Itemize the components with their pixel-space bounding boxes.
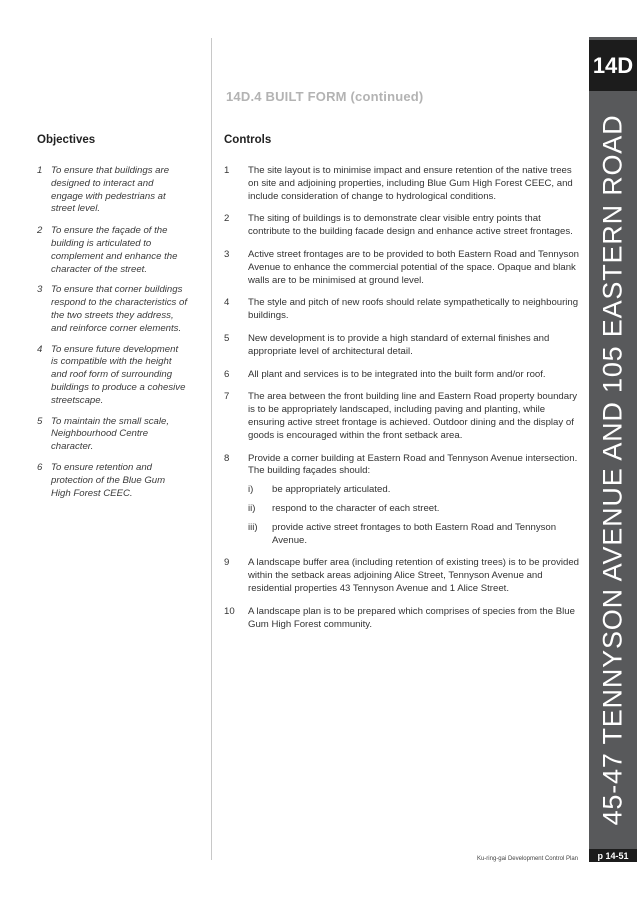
objective-number: 3 <box>37 284 43 296</box>
control-text: A landscape buffer area (including retention of existing trees) is to be provided within the setback areas adjoining Alice Street, Tennyson Avenue and residential properties 43 Tennyson Avenue and 1 Alice Street. <box>248 557 580 594</box>
control-text: A landscape plan is to be prepared which comprises of species from the Blue Gum High Forest community. <box>248 605 575 630</box>
control-item <box>224 333 580 359</box>
objective-item <box>37 284 187 335</box>
control-item <box>224 165 580 203</box>
column-divider <box>211 38 212 860</box>
control-number: 2 <box>224 213 230 225</box>
objective-item <box>37 344 187 408</box>
objective-number: 6 <box>37 461 43 473</box>
control-sub-number: iii) <box>248 521 258 533</box>
section-tag: 14D <box>589 40 637 91</box>
control-item <box>224 249 580 287</box>
objective-text: To ensure that buildings are designed to interact and engage with pedestrians at street level. <box>51 165 170 215</box>
control-item <box>224 606 580 632</box>
objective-text: To ensure future development is compatible with the height and roof form of surrounding buildings to produce a cohesive streetscape. <box>51 343 186 406</box>
objective-item <box>37 416 187 454</box>
control-sub-item <box>248 522 580 548</box>
control-number: 9 <box>224 557 230 569</box>
control-sub-number: i) <box>248 484 254 496</box>
control-number: 1 <box>224 165 230 176</box>
objective-number: 5 <box>37 415 43 427</box>
objective-text: To ensure the façade of the building is articulated to complement and enhance the character of the street. <box>51 225 178 275</box>
objective-number: 4 <box>37 343 43 355</box>
control-number: 6 <box>224 368 230 380</box>
control-number: 5 <box>224 332 230 344</box>
objective-number: 1 <box>37 165 43 176</box>
objective-item <box>37 165 187 216</box>
control-text: The area between the front building line and Eastern Road property boundary is to be appropriately landscaped, including paving and planting, while ensuring active street frontage is achieved. Outdoor dining and the display of goods is encouraged within the front setback area. <box>248 391 578 441</box>
control-sub-item <box>248 503 580 516</box>
control-item <box>224 557 580 595</box>
control-sub-text: provide active street frontages to both Eastern Road and Tennyson Avenue. <box>272 521 557 546</box>
control-number: 4 <box>224 297 230 309</box>
objectives-heading: Objectives <box>37 134 96 146</box>
control-text: The site layout is to minimise impact and ensure retention of the native trees on site and adjoining properties, including Blue Gum High Forest CEEC, and include consideration of change to hydrological conditions. <box>248 165 573 202</box>
control-sub-number: ii) <box>248 502 256 514</box>
control-item <box>224 453 580 548</box>
control-item <box>224 369 580 382</box>
objective-item <box>37 462 187 500</box>
control-number: 8 <box>224 452 230 464</box>
control-item <box>224 391 580 442</box>
section-title: 14D.4 BUILT FORM (continued) <box>226 89 424 104</box>
control-number: 10 <box>224 605 235 617</box>
sidebar-title: 45-47 TENNYSON AVENUE AND 105 EASTERN ROAD <box>597 114 628 826</box>
objectives-list <box>37 165 187 500</box>
objective-text: To ensure that corner buildings respond to the characteristics of the two streets they address, and reinforce corner elements. <box>51 284 187 334</box>
control-sub-text: respond to the character of each street. <box>272 502 440 514</box>
page-number: p 14-51 <box>589 849 637 862</box>
objective-text: To maintain the small scale, Neighbourhood Centre character. <box>51 415 170 453</box>
control-text: The siting of buildings is to demonstrate clear visible entry points that contribute to the building facade design and enhance active street frontages. <box>248 213 573 238</box>
controls-list <box>224 165 580 631</box>
control-text: All plant and services is to be integrated into the built form and/or roof. <box>248 368 546 380</box>
objective-item <box>37 225 187 276</box>
control-item <box>224 213 580 239</box>
controls-heading: Controls <box>224 134 272 146</box>
objective-text: To ensure retention and protection of the Blue Gum High Forest CEEC. <box>51 461 166 499</box>
control-sub-text: be appropriately articulated. <box>272 484 391 496</box>
control-number: 7 <box>224 391 230 403</box>
control-sub-item <box>248 484 580 497</box>
control-number: 3 <box>224 248 230 260</box>
control-text: Active street frontages are to be provided to both Eastern Road and Tennyson Avenue to enhance the commercial potential of the space. Opaque and blank walls are to be minimised at ground level. <box>248 248 580 286</box>
objective-number: 2 <box>37 225 43 237</box>
control-item <box>224 297 580 323</box>
control-text: New development is to provide a high standard of external finishes and appropriate level of architectural detail. <box>248 332 550 357</box>
control-text: The style and pitch of new roofs should relate sympathetically to neighbouring buildings. <box>248 297 579 322</box>
control-text: Provide a corner building at Eastern Road and Tennyson Avenue intersection. The building façades should: <box>248 452 578 477</box>
footer-doc-name: Ku-ring-gai Development Control Plan <box>476 856 578 862</box>
